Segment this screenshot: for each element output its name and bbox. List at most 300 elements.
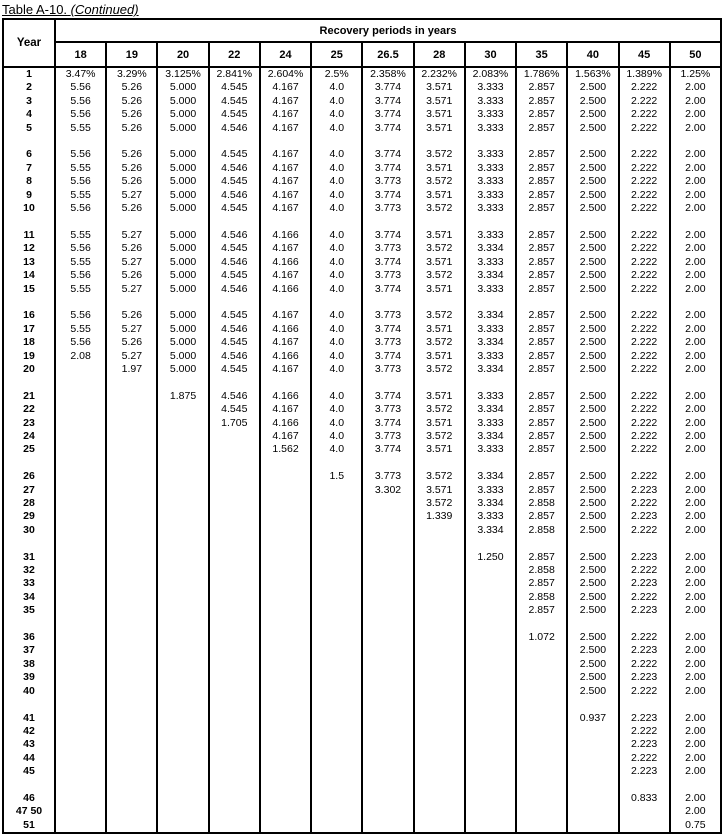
data-cell: 2.500	[566, 497, 617, 510]
data-cell	[208, 725, 259, 738]
spacer-cell	[669, 537, 720, 550]
data-cell: 4.167	[259, 430, 310, 443]
spacer-cell	[259, 457, 310, 470]
year-cell: 37	[23, 644, 35, 657]
data-cell: 5.000	[156, 309, 207, 322]
data-cell: 3.571	[413, 323, 464, 336]
spacer-cell	[413, 376, 464, 389]
data-cell	[361, 631, 412, 644]
data-cell: 2.358%	[361, 68, 412, 81]
spacer-cell	[669, 779, 720, 792]
data-cell: 2.500	[566, 577, 617, 590]
data-cell: 2.223	[618, 765, 669, 778]
data-cell	[156, 604, 207, 617]
year-cell: 51	[23, 818, 35, 831]
data-cell: 5.27	[105, 323, 156, 336]
data-cell: 2.00	[669, 256, 720, 269]
data-cell: 3.334	[464, 363, 515, 376]
data-cell	[310, 752, 361, 765]
data-cell: 2.857	[515, 122, 566, 135]
data-cell	[259, 564, 310, 577]
spacer-cell	[515, 779, 566, 792]
spacer-cell	[310, 376, 361, 389]
data-cell: 2.00	[669, 765, 720, 778]
data-cell	[259, 591, 310, 604]
data-cell	[566, 792, 617, 805]
data-cell: 5.26	[105, 202, 156, 215]
data-cell: 2.00	[669, 604, 720, 617]
data-cell: 4.545	[208, 269, 259, 282]
data-cell: 4.0	[310, 283, 361, 296]
data-cell: 4.0	[310, 336, 361, 349]
spacer-cell	[105, 296, 156, 309]
data-cell: 3.333	[464, 189, 515, 202]
year-cell: 38	[23, 657, 35, 670]
data-cell: 2.222	[618, 631, 669, 644]
spacer-cell	[413, 779, 464, 792]
data-cell: 2.857	[515, 350, 566, 363]
data-cell: 3.333	[464, 283, 515, 296]
spacer-cell	[669, 296, 720, 309]
data-cell: 2.00	[669, 577, 720, 590]
spacer-cell	[413, 618, 464, 631]
data-cell: 5.27	[105, 229, 156, 242]
data-cell	[54, 390, 105, 403]
spacer-cell	[156, 698, 207, 711]
spacer-cell	[208, 457, 259, 470]
data-cell	[464, 792, 515, 805]
data-cell: 2.223	[618, 510, 669, 523]
data-cell: 3.571	[413, 484, 464, 497]
data-cell	[156, 484, 207, 497]
year-cell: 28	[23, 497, 35, 509]
data-cell	[208, 577, 259, 590]
data-cell	[413, 644, 464, 657]
data-cell: 2.5%	[310, 68, 361, 81]
data-cell: 2.857	[515, 484, 566, 497]
data-cell	[413, 658, 464, 671]
data-cell: 2.223	[618, 671, 669, 684]
data-cell	[105, 484, 156, 497]
data-cell: 4.0	[310, 363, 361, 376]
year-cell: 15	[23, 282, 35, 295]
data-cell: 5.000	[156, 336, 207, 349]
data-cell: 4.0	[310, 323, 361, 336]
spacer-cell	[259, 215, 310, 228]
spacer-cell	[618, 698, 669, 711]
data-cell: 2.222	[618, 752, 669, 765]
spacer-cell	[310, 779, 361, 792]
data-cell: 2.857	[515, 202, 566, 215]
data-cell: 2.00	[669, 148, 720, 161]
spacer-cell	[618, 135, 669, 148]
data-cell: 4.167	[259, 363, 310, 376]
data-cell	[54, 644, 105, 657]
data-cell: 4.0	[310, 390, 361, 403]
data-cell: 4.166	[259, 323, 310, 336]
data-cell: 5.000	[156, 242, 207, 255]
data-cell	[259, 712, 310, 725]
data-cell	[464, 752, 515, 765]
data-cell	[310, 591, 361, 604]
data-cell	[413, 604, 464, 617]
data-cell: 2.00	[669, 510, 720, 523]
data-cell: 3.334	[464, 403, 515, 416]
data-cell: 4.546	[208, 256, 259, 269]
data-cell	[413, 577, 464, 590]
data-cell	[515, 671, 566, 684]
data-cell: 4.546	[208, 283, 259, 296]
data-cell: 2.222	[618, 524, 669, 537]
data-cell: 2.223	[618, 644, 669, 657]
year-cell: 12	[23, 242, 35, 255]
data-cell: 2.857	[515, 175, 566, 188]
data-cell	[361, 752, 412, 765]
data-cell	[413, 725, 464, 738]
data-cell: 4.545	[208, 336, 259, 349]
data-cell	[413, 671, 464, 684]
data-cell	[105, 524, 156, 537]
data-cell: 3.774	[361, 229, 412, 242]
data-cell: 1.25%	[669, 68, 720, 81]
data-cell: 4.167	[259, 309, 310, 322]
data-cell: 3.571	[413, 256, 464, 269]
data-cell: 2.222	[618, 242, 669, 255]
data-cell: 3.333	[464, 162, 515, 175]
data-cell: 2.857	[515, 148, 566, 161]
data-cell: 3.125%	[156, 68, 207, 81]
data-cell: 2.857	[515, 604, 566, 617]
year-cell: 23	[23, 416, 35, 429]
data-cell: 4.0	[310, 202, 361, 215]
data-cell: 4.546	[208, 323, 259, 336]
data-cell: 2.00	[669, 95, 720, 108]
data-cell	[361, 577, 412, 590]
data-cell: 5.56	[54, 108, 105, 121]
data-cell: 4.167	[259, 202, 310, 215]
data-cell: 2.00	[669, 725, 720, 738]
data-cell	[54, 470, 105, 483]
data-cell	[361, 604, 412, 617]
data-cell: 2.222	[618, 685, 669, 698]
data-cell	[361, 819, 412, 832]
data-cell: 2.500	[566, 644, 617, 657]
spacer-cell	[105, 215, 156, 228]
data-cell: 4.0	[310, 108, 361, 121]
spacer-cell	[515, 537, 566, 550]
data-cell	[618, 819, 669, 832]
year-cell: 45	[23, 765, 35, 778]
year-cell: 24	[23, 429, 35, 442]
data-cell: 2.00	[669, 283, 720, 296]
data-cell: 3.571	[413, 162, 464, 175]
spacer-cell	[259, 296, 310, 309]
data-cell	[515, 805, 566, 818]
data-cell	[310, 819, 361, 832]
data-cell: 4.166	[259, 283, 310, 296]
data-cell	[156, 671, 207, 684]
spacer-cell	[566, 457, 617, 470]
spacer-cell	[208, 618, 259, 631]
data-cell: 4.0	[310, 256, 361, 269]
spacer-cell	[361, 376, 412, 389]
data-cell: 1.563%	[566, 68, 617, 81]
spacer-cell	[669, 376, 720, 389]
data-cell: 2.00	[669, 309, 720, 322]
year-cell: 34	[23, 590, 35, 603]
data-cell	[361, 564, 412, 577]
data-cell	[54, 363, 105, 376]
data-cell: 2.232%	[413, 68, 464, 81]
data-cell: 2.500	[566, 242, 617, 255]
data-cell: 1.97	[105, 363, 156, 376]
data-cell: 3.571	[413, 122, 464, 135]
data-cell: 3.773	[361, 470, 412, 483]
data-cell	[208, 805, 259, 818]
data-cell: 3.774	[361, 81, 412, 94]
data-cell	[54, 765, 105, 778]
year-cell: 32	[23, 564, 35, 577]
data-cell: 2.500	[566, 631, 617, 644]
data-cell	[259, 805, 310, 818]
data-cell	[515, 738, 566, 751]
data-cell	[54, 577, 105, 590]
data-cell	[105, 805, 156, 818]
data-cell: 0.833	[618, 792, 669, 805]
year-cell: 13	[23, 255, 35, 268]
spacer-cell	[566, 698, 617, 711]
spacer-cell	[566, 537, 617, 550]
data-cell	[54, 819, 105, 832]
data-cell: 2.500	[566, 671, 617, 684]
data-cell	[413, 712, 464, 725]
spacer-cell	[310, 618, 361, 631]
data-cell	[515, 725, 566, 738]
data-cell	[361, 725, 412, 738]
data-cell	[310, 631, 361, 644]
spacer-cell	[669, 698, 720, 711]
column-header-50: 50	[669, 43, 720, 68]
year-cell: 30	[23, 523, 35, 536]
data-cell: 2.00	[669, 162, 720, 175]
data-cell: 3.571	[413, 390, 464, 403]
data-cell: 3.571	[413, 108, 464, 121]
data-cell	[464, 577, 515, 590]
data-cell: 5.56	[54, 336, 105, 349]
data-cell	[54, 752, 105, 765]
data-cell: 5.26	[105, 336, 156, 349]
data-cell	[54, 524, 105, 537]
year-cell: 44	[23, 751, 35, 764]
spacer-cell	[361, 457, 412, 470]
data-cell: 2.00	[669, 470, 720, 483]
data-cell: 3.572	[413, 430, 464, 443]
data-cell	[156, 644, 207, 657]
data-cell	[105, 765, 156, 778]
year-cell: 29	[23, 510, 35, 523]
data-cell	[310, 671, 361, 684]
data-cell: 2.00	[669, 551, 720, 564]
data-cell: 2.00	[669, 229, 720, 242]
data-cell	[54, 591, 105, 604]
data-cell	[105, 819, 156, 832]
data-cell: 4.0	[310, 229, 361, 242]
data-cell	[361, 524, 412, 537]
data-cell	[208, 443, 259, 456]
year-cell: 41	[23, 711, 35, 724]
data-cell: 2.00	[669, 350, 720, 363]
data-cell	[464, 725, 515, 738]
data-cell: 3.572	[413, 175, 464, 188]
data-cell: 2.858	[515, 591, 566, 604]
data-cell	[361, 658, 412, 671]
spacer-cell	[156, 618, 207, 631]
data-cell	[156, 765, 207, 778]
spacer-cell	[4, 618, 54, 631]
data-cell	[156, 403, 207, 416]
data-cell: 3.773	[361, 202, 412, 215]
column-header-45: 45	[618, 43, 669, 68]
year-cell: 8	[26, 175, 32, 188]
data-cell: 3.333	[464, 510, 515, 523]
spacer-cell	[54, 296, 105, 309]
data-cell: 1.5	[310, 470, 361, 483]
data-cell	[259, 752, 310, 765]
spacer-cell	[361, 537, 412, 550]
year-cell: 17	[23, 322, 35, 335]
data-cell: 5.55	[54, 162, 105, 175]
data-cell	[156, 591, 207, 604]
spacer-cell	[4, 376, 54, 389]
data-cell	[259, 551, 310, 564]
spacer-cell	[361, 135, 412, 148]
spacer-cell	[105, 618, 156, 631]
data-cell	[105, 577, 156, 590]
data-cell: 2.222	[618, 122, 669, 135]
data-cell	[566, 725, 617, 738]
data-cell: 4.167	[259, 108, 310, 121]
data-cell: 2.00	[669, 122, 720, 135]
data-cell	[208, 685, 259, 698]
data-cell: 2.222	[618, 591, 669, 604]
year-cell: 47 50	[15, 805, 43, 818]
data-cell: 1.339	[413, 510, 464, 523]
data-cell: 3.774	[361, 162, 412, 175]
data-cell	[361, 551, 412, 564]
data-cell: 2.00	[669, 591, 720, 604]
data-cell: 2.00	[669, 712, 720, 725]
data-cell	[361, 712, 412, 725]
data-cell: 5.000	[156, 122, 207, 135]
data-cell: 3.571	[413, 283, 464, 296]
data-cell: 3.773	[361, 175, 412, 188]
data-cell	[464, 604, 515, 617]
data-cell: 3.774	[361, 443, 412, 456]
year-cell: 5	[26, 121, 32, 134]
data-cell: 4.166	[259, 229, 310, 242]
year-cell: 26	[23, 470, 35, 483]
data-cell: 2.500	[566, 122, 617, 135]
spacer-cell	[208, 537, 259, 550]
data-cell: 5.26	[105, 162, 156, 175]
data-cell: 2.00	[669, 752, 720, 765]
year-cell: 40	[23, 684, 35, 697]
data-cell: 2.222	[618, 283, 669, 296]
data-cell	[105, 631, 156, 644]
data-cell	[54, 604, 105, 617]
data-cell: 3.774	[361, 189, 412, 202]
data-cell	[464, 591, 515, 604]
data-cell: 3.334	[464, 309, 515, 322]
data-cell	[464, 564, 515, 577]
data-cell	[54, 712, 105, 725]
column-header-19: 19	[105, 43, 156, 68]
data-cell: 3.774	[361, 390, 412, 403]
data-cell: 3.302	[361, 484, 412, 497]
year-cell: 14	[23, 269, 35, 282]
data-cell: 3.334	[464, 430, 515, 443]
data-cell: 3.333	[464, 256, 515, 269]
spacer-cell	[361, 215, 412, 228]
table-title-text: Table A-10.	[2, 2, 68, 17]
data-cell	[413, 805, 464, 818]
spacer-cell	[413, 215, 464, 228]
spacer-cell	[310, 537, 361, 550]
spacer-cell	[361, 296, 412, 309]
data-cell: 3.334	[464, 336, 515, 349]
data-cell: 2.500	[566, 108, 617, 121]
data-cell: 5.26	[105, 175, 156, 188]
data-cell	[259, 658, 310, 671]
data-cell	[310, 564, 361, 577]
data-cell	[413, 765, 464, 778]
data-cell: 4.546	[208, 350, 259, 363]
data-cell	[413, 752, 464, 765]
column-header-22: 22	[208, 43, 259, 68]
data-cell: 3.572	[413, 269, 464, 282]
spacer-cell	[156, 779, 207, 792]
data-cell: 2.500	[566, 229, 617, 242]
spacer-cell	[208, 698, 259, 711]
data-cell	[105, 685, 156, 698]
data-cell	[413, 792, 464, 805]
data-cell: 2.00	[669, 671, 720, 684]
data-cell	[361, 671, 412, 684]
data-cell: 3.774	[361, 323, 412, 336]
data-cell: 3.333	[464, 95, 515, 108]
data-cell: 4.0	[310, 430, 361, 443]
data-cell: 2.00	[669, 363, 720, 376]
data-cell: 4.545	[208, 309, 259, 322]
data-cell: 2.500	[566, 551, 617, 564]
spacer-cell	[464, 618, 515, 631]
data-cell: 4.545	[208, 202, 259, 215]
data-cell	[259, 792, 310, 805]
year-cell: 7	[26, 161, 32, 174]
data-cell: 2.857	[515, 269, 566, 282]
data-cell: 3.773	[361, 363, 412, 376]
data-cell	[310, 792, 361, 805]
data-cell: 2.223	[618, 577, 669, 590]
spacer-cell	[618, 779, 669, 792]
spacer-cell	[4, 215, 54, 228]
data-cell	[105, 658, 156, 671]
data-cell	[208, 765, 259, 778]
data-cell: 5.55	[54, 229, 105, 242]
data-cell: 3.774	[361, 95, 412, 108]
data-cell: 5.55	[54, 122, 105, 135]
data-cell: 2.222	[618, 430, 669, 443]
